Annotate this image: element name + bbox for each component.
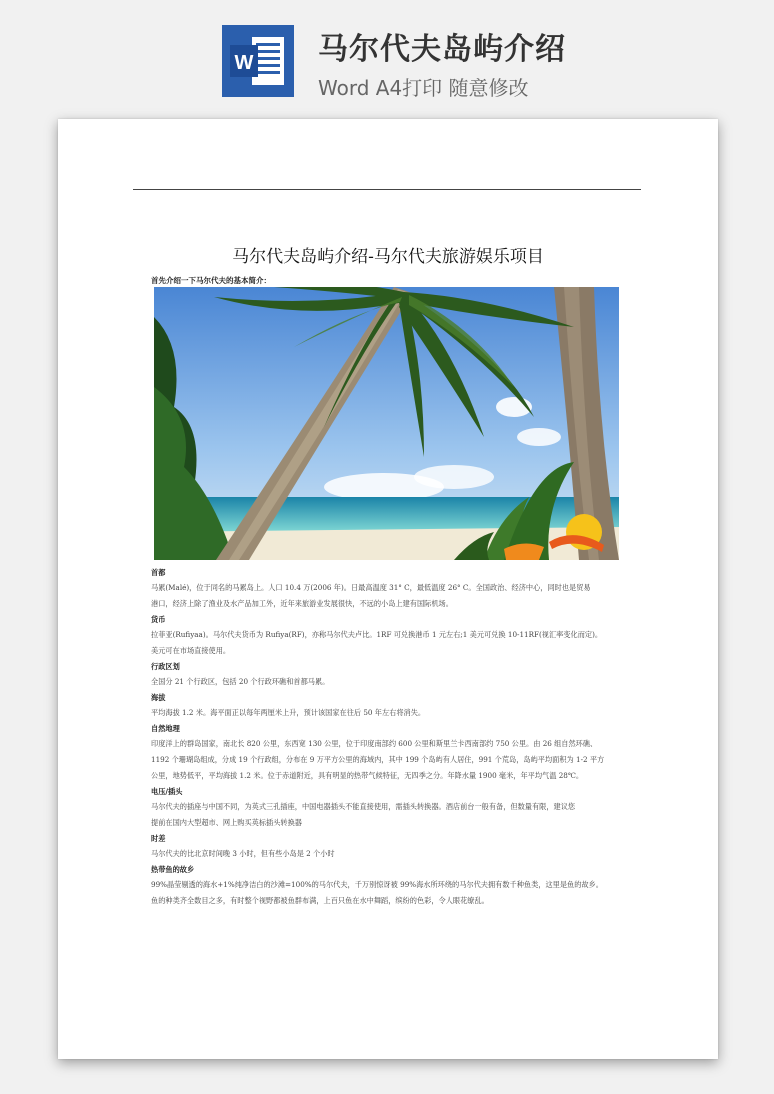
section-heading: 自然地理: [151, 724, 180, 733]
section-tropical-fish: [151, 862, 638, 909]
section-capital: [151, 565, 638, 612]
section-geography: [151, 721, 638, 784]
paragraph-line: 公里，地势低平，平均海拔 1.2 米。位于赤道附近，具有明显的热带气候特征，无四季之分。年降水量 1900 毫米，年平均气温 28℃。: [151, 771, 584, 780]
paragraph-line: 马尔代夫的插座与中国不同，为英式三孔插座，中国电器插头不能直接使用，需插头转换器。酒店前台一般有备，但数量有限，建议您: [151, 802, 576, 811]
section-voltage: [151, 784, 638, 831]
paragraph-line: 全国分 21 个行政区，包括 20 个行政环礁和首都马累。: [151, 677, 330, 686]
paragraph-line: 美元可在市场直接使用。: [151, 646, 231, 655]
paragraph-line: 马尔代夫的比北京时间晚 3 小时，但有些小岛是 2 个小时: [151, 849, 335, 858]
section-paragraph: [151, 627, 638, 659]
section-heading: 热带鱼的故乡: [151, 865, 195, 874]
word-document-icon: [222, 25, 294, 97]
banner-title: 马尔代夫岛屿介绍: [318, 32, 566, 67]
intro-text: 首先介绍一下马尔代夫的基本简介：: [151, 276, 271, 285]
section-timezone: [151, 831, 638, 862]
section-paragraph: [151, 580, 638, 612]
section-paragraph: [151, 846, 638, 862]
paragraph-line: 鱼的种类齐全数目之多，有时整个视野都被鱼群布满，上百只鱼在水中舞蹈，缤纷的色彩，令人眼花缭乱。: [151, 896, 489, 905]
section-administration: [151, 659, 638, 690]
document-title: 马尔代夫岛屿介绍-马尔代夫旅游娱乐项目: [232, 247, 544, 267]
document-page: [58, 119, 718, 1059]
document-body: [151, 565, 638, 909]
banner-subtitle: Word A4打印 随意修改: [318, 76, 529, 100]
icon-letter: W: [234, 52, 254, 74]
section-paragraph: [151, 799, 638, 831]
section-heading: 电压/插头: [151, 787, 183, 796]
section-paragraph: [151, 674, 638, 690]
paragraph-line: 平均海拔 1.2 米。海平面正以每年两厘米上升，预计该国家在往后 50 年左右将消失。: [151, 708, 426, 717]
section-heading: 海拔: [151, 693, 166, 702]
section-heading: 行政区划: [151, 662, 180, 671]
beach-palm-photo: [154, 287, 619, 560]
section-paragraph: [151, 705, 638, 721]
paragraph-line: 提前在国内大型超市、网上购买英标插头转换器: [151, 818, 302, 827]
section-altitude: [151, 690, 638, 721]
section-currency: [151, 612, 638, 659]
paragraph-line: 拉菲亚(Rufiyaa)。马尔代夫货币为 Rufiya(RF)，亦称马尔代夫卢比。1RF 可兑换港币 1 元左右;1 美元可兑换 10-11RF(视汇率变化而定)。: [151, 630, 603, 639]
paragraph-line: 印度洋上的群岛国家，南北长 820 公里，东西宽 130 公里，位于印度南部约 600 公里和斯里兰卡西南部约 750 公里。由 26 组自然环礁、: [151, 739, 598, 748]
section-heading: 时差: [151, 834, 166, 843]
section-paragraph: [151, 736, 638, 784]
section-heading: 首都: [151, 568, 166, 577]
paragraph-line: 1192 个珊瑚岛组成，分成 19 个行政组，分布在 9 万平方公里的海域内，其中 199 个岛屿有人居住，991 个荒岛，岛屿平均面积为 1-2 平方: [151, 755, 605, 764]
section-paragraph: [151, 877, 638, 909]
paragraph-line: 港口，经济上除了渔业及水产品加工外，近年来旅游业发展很快，不远的小岛上建有国际机场。: [151, 599, 453, 608]
header-rule: [133, 189, 641, 190]
section-heading: 货币: [151, 615, 166, 624]
paragraph-line: 马累(Malé)，位于同名的马累岛上。人口 10.4 万(2006 年)。日最高温度 31° C，最低温度 26° C。全国政治、经济中心，同时也是贸易: [151, 583, 591, 592]
paragraph-line: 99%晶莹剔透的海水+1%纯净洁白的沙滩=100%的马尔代夫，千万别惊讶被 99%海水所环绕的马尔代夫拥有数千种鱼类，这里是鱼的故乡。: [151, 880, 603, 889]
header-banner: [0, 0, 774, 110]
